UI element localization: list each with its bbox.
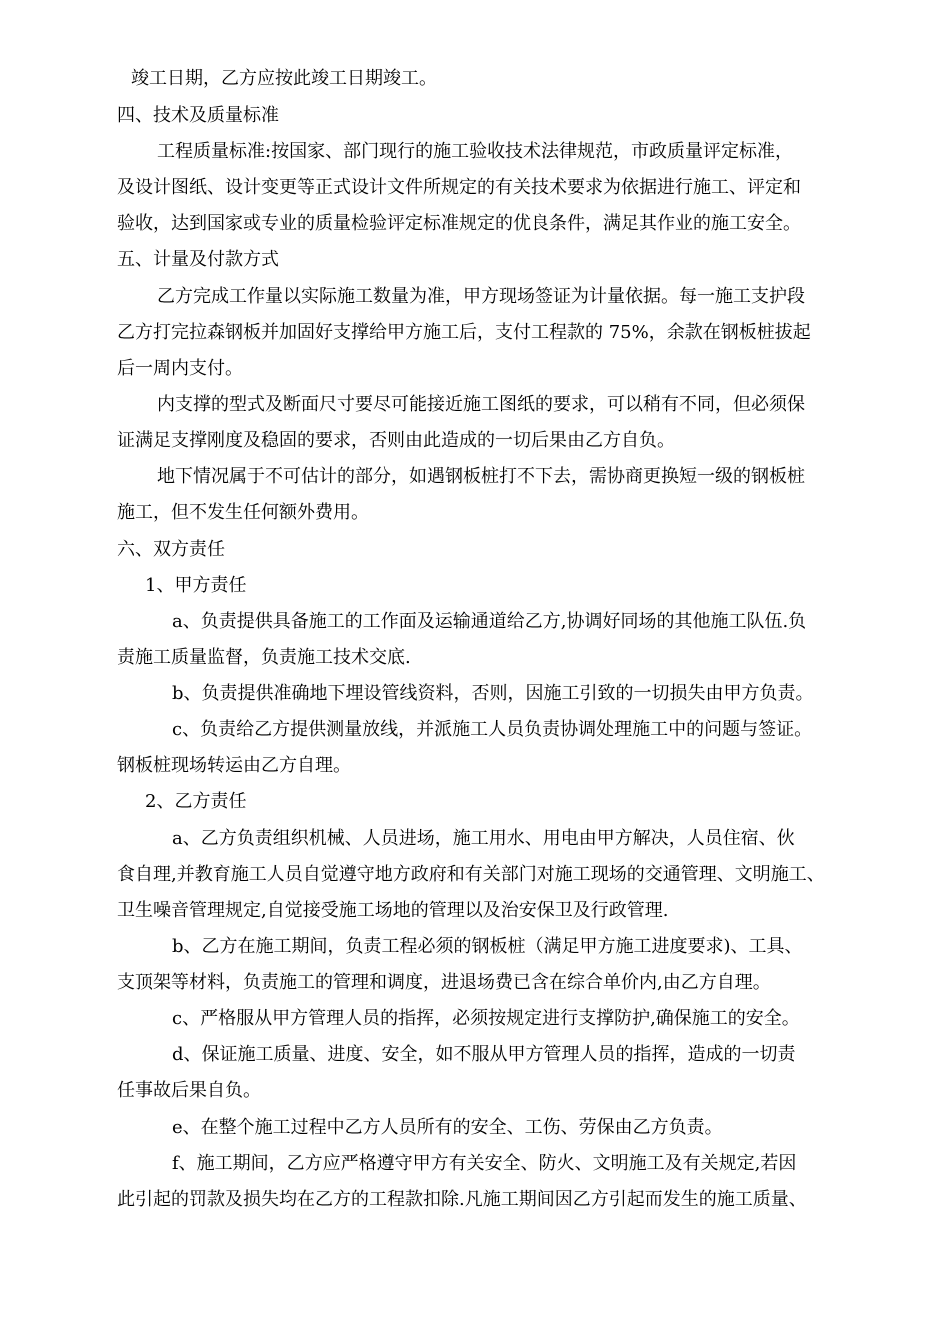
text-line: 钢板桩现场转运由乙方自理。 — [117, 755, 351, 776]
text-line: 任事故后果自负。 — [117, 1080, 261, 1101]
text-line: 证满足支撑刚度及稳固的要求，否则由此造成的一切后果由乙方自负。 — [117, 430, 675, 451]
text-line: 工程质量标准:按国家、部门现行的施工验收技术法律规范，市政质量评定标准， — [157, 141, 794, 162]
text-line: 验收，达到国家或专业的质量检验评定标准规定的优良条件，满足其作业的施工安全。 — [117, 213, 801, 234]
section-heading: 四、技术及质量标准 — [117, 105, 279, 126]
text-line: 责施工质量监督，负责施工技术交底. — [117, 647, 411, 668]
text-line: 乙方打完拉森钢板并加固好支撑给甲方施工后，支付工程款的 75%，余款在钢板桩拔起 — [117, 322, 811, 343]
text-line: e、在整个施工过程中乙方人员所有的安全、工伤、劳保由乙方负责。 — [172, 1117, 723, 1138]
text-line: 内支撑的型式及断面尺寸要尽可能接近施工图纸的要求，可以稍有不同，但必须保 — [157, 394, 805, 415]
subsection-heading: 1、甲方责任 — [145, 575, 247, 596]
text-line: 乙方完成工作量以实际施工数量为准，甲方现场签证为计量依据。每一施工支护段 — [157, 286, 805, 307]
text-line: 施工，但不发生任何额外费用。 — [117, 502, 369, 523]
subsection-heading: 2、乙方责任 — [145, 791, 247, 812]
text-line: 后一周内支付。 — [117, 358, 243, 379]
text-line: 食自理,并教育施工人员自觉遵守地方政府和有关部门对施工现场的交通管理、文明施工、 — [117, 864, 825, 885]
text-line: a、负责提供具备施工的工作面及运输通道给乙方,协调好同场的其他施工队伍.负 — [172, 611, 807, 632]
text-line: 及设计图纸、设计变更等正式设计文件所规定的有关技术要求为依据进行施工、评定和 — [117, 177, 801, 198]
text-line: c、严格服从甲方管理人员的指挥，必须按规定进行支撑防护,确保施工的安全。 — [172, 1008, 800, 1029]
text-line: c、负责给乙方提供测量放线，并派施工人员负责协调处理施工中的问题与签证。 — [172, 719, 813, 740]
section-heading: 五、计量及付款方式 — [117, 249, 279, 270]
section-heading: 六、双方责任 — [117, 539, 225, 560]
text-line: b、负责提供准确地下埋设管线资料，否则，因施工引致的一切损失由甲方负责。 — [172, 683, 814, 704]
text-line: 竣工日期，乙方应按此竣工日期竣工。 — [131, 68, 437, 89]
text-line: 地下情况属于不可估计的部分，如遇钢板桩打不下去，需协商更换短一级的钢板桩 — [157, 466, 805, 487]
text-line: f、施工期间，乙方应严格遵守甲方有关安全、防火、文明施工及有关规定,若因 — [172, 1153, 797, 1174]
text-line: a、乙方负责组织机械、人员进场，施工用水、用电由甲方解决，人员住宿、伙 — [172, 828, 795, 849]
text-line: 此引起的罚款及损失均在乙方的工程款扣除.凡施工期间因乙方引起而发生的施工质量、 — [117, 1189, 807, 1210]
text-line: b、乙方在施工期间，负责工程必须的钢板桩（满足甲方施工进度要求)、工具、 — [172, 936, 803, 957]
text-line: d、保证施工质量、进度、安全，如不服从甲方管理人员的指挥，造成的一切责 — [172, 1044, 796, 1065]
text-line: 支顶架等材料，负责施工的管理和调度，进退场费已含在综合单价内,由乙方自理。 — [117, 972, 771, 993]
text-line: 卫生噪音管理规定,自觉接受施工场地的管理以及治安保卫及行政管理. — [117, 900, 669, 921]
